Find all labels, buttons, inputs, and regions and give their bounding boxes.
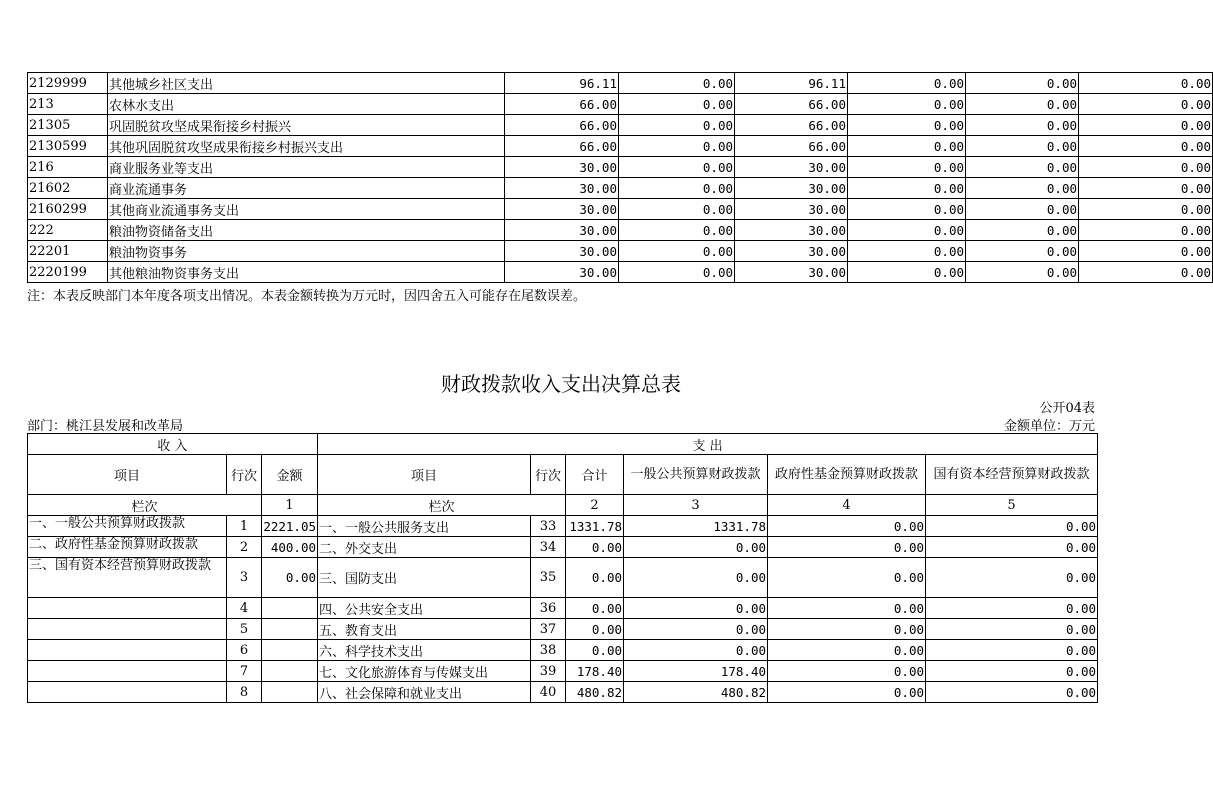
amount-cell: 0.00 [848,94,966,115]
table-row [28,136,1213,157]
expense-total: 0.00 [566,537,624,558]
subject-name: 其他城乡社区支出 [108,73,505,94]
amount-cell: 0.00 [619,73,735,94]
subject-code: 22201 [28,241,108,262]
amount-cell: 0.00 [966,94,1079,115]
income-amount [262,682,318,703]
income-amount [262,640,318,661]
income-amount: 400.00 [262,537,318,558]
expense-state: 0.00 [926,516,1098,537]
expense-row-no: 33 [531,516,566,537]
amount-cell: 0.00 [1079,199,1213,220]
expense-fund: 0.00 [768,619,926,640]
income-row-no: 3 [227,558,262,598]
subject-name: 巩固脱贫攻坚成果衔接乡村振兴 [108,115,505,136]
amount-cell: 30.00 [735,241,848,262]
amount-cell: 0.00 [966,262,1079,283]
income-amount: 2221.05 [262,516,318,537]
amount-cell: 30.00 [505,262,619,283]
expense-item: 八、社会保障和就业支出 [318,682,531,703]
table-row [28,262,1213,283]
amount-cell: 66.00 [735,136,848,157]
income-row-no: 7 [227,661,262,682]
expense-total: 0.00 [566,558,624,598]
amount-cell: 0.00 [619,178,735,199]
amount-cell: 30.00 [505,241,619,262]
income-header: 收 入 [28,434,318,455]
income-item [28,619,227,640]
table-row [28,537,1098,558]
amount-cell: 66.00 [735,115,848,136]
expense-item: 一、一般公共服务支出 [318,516,531,537]
table-row [28,220,1213,241]
amount-cell: 66.00 [505,136,619,157]
amount-cell: 30.00 [505,220,619,241]
subject-code: 213 [28,94,108,115]
expense-total: 0.00 [566,619,624,640]
lanci-3: 3 [624,495,768,516]
col-header-row-no-2: 行次 [531,455,566,495]
income-amount [262,619,318,640]
amount-cell: 0.00 [848,199,966,220]
subject-name: 其他粮油物资事务支出 [108,262,505,283]
table-row [28,199,1213,220]
subject-code: 21602 [28,178,108,199]
expense-row-no: 35 [531,558,566,598]
expense-total: 0.00 [566,640,624,661]
table-row [28,178,1213,199]
amount-cell: 0.00 [619,199,735,220]
expense-total: 0.00 [566,598,624,619]
income-row-no: 8 [227,682,262,703]
subject-code: 2130599 [28,136,108,157]
col-header-amount: 金额 [262,455,318,495]
expense-total: 480.82 [566,682,624,703]
amount-cell: 66.00 [505,115,619,136]
col-header-state: 国有资本经营预算财政拨款 [926,455,1098,495]
amount-cell: 0.00 [1079,262,1213,283]
table-note: 注：本表反映部门本年度各项支出情况。本表金额转换为万元时，因四舍五入可能存在尾数误差。 [27,289,587,304]
table-row [28,241,1213,262]
expense-general: 0.00 [624,537,768,558]
expense-item: 七、文化旅游体育与传媒支出 [318,661,531,682]
income-item: 一、一般公共预算财政拨款 [28,516,227,537]
amount-cell: 0.00 [1079,220,1213,241]
amount-cell: 66.00 [505,94,619,115]
expense-fund: 0.00 [768,640,926,661]
expense-row-no: 39 [531,661,566,682]
expense-row-no: 36 [531,598,566,619]
expense-state: 0.00 [926,640,1098,661]
income-row-no: 4 [227,598,262,619]
expense-header: 支 出 [318,434,1098,455]
amount-cell: 0.00 [966,136,1079,157]
form-number: 公开04表 [1039,401,1095,416]
amount-cell: 0.00 [966,73,1079,94]
income-amount [262,661,318,682]
amount-cell: 30.00 [505,199,619,220]
income-item [28,682,227,703]
table-row [28,598,1098,619]
amount-cell: 0.00 [1079,178,1213,199]
subject-code: 216 [28,157,108,178]
amount-cell: 0.00 [966,157,1079,178]
amount-cell: 0.00 [1079,241,1213,262]
income-item [28,640,227,661]
subject-name: 其他商业流通事务支出 [108,199,505,220]
income-row-no: 6 [227,640,262,661]
expense-fund: 0.00 [768,516,926,537]
expense-fund: 0.00 [768,598,926,619]
col-header-general: 一般公共预算财政拨款 [624,455,768,495]
expense-state: 0.00 [926,537,1098,558]
amount-cell: 0.00 [1079,157,1213,178]
subject-code: 222 [28,220,108,241]
expense-fund: 0.00 [768,558,926,598]
amount-cell: 0.00 [848,73,966,94]
table-row [28,516,1098,537]
income-amount [262,598,318,619]
expense-general: 1331.78 [624,516,768,537]
amount-cell: 0.00 [619,157,735,178]
subject-code: 21305 [28,115,108,136]
expense-state: 0.00 [926,682,1098,703]
unit-label: 金额单位：万元 [1003,419,1095,434]
lanci-label: 栏次 [28,495,262,516]
col-header-item: 项目 [28,455,227,495]
lanci-2: 2 [566,495,624,516]
amount-cell: 0.00 [619,115,735,136]
expense-row-no: 38 [531,640,566,661]
lanci-1: 1 [262,495,318,516]
subject-name: 商业流通事务 [108,178,505,199]
col-header-item-2: 项目 [318,455,531,495]
table-row [28,619,1098,640]
expense-fund: 0.00 [768,661,926,682]
col-header-total: 合计 [566,455,624,495]
amount-cell: 0.00 [1079,136,1213,157]
subject-name: 粮油物资储备支出 [108,220,505,241]
table-row [28,682,1098,703]
expense-item: 三、国防支出 [318,558,531,598]
amount-cell: 30.00 [735,199,848,220]
expense-fund: 0.00 [768,537,926,558]
income-row-no: 5 [227,619,262,640]
amount-cell: 0.00 [619,220,735,241]
amount-cell: 0.00 [1079,73,1213,94]
amount-cell: 0.00 [848,241,966,262]
col-header-fund: 政府性基金预算财政拨款 [768,455,926,495]
table-row [28,558,1098,598]
amount-cell: 0.00 [966,220,1079,241]
amount-cell: 0.00 [1079,94,1213,115]
expense-general: 0.00 [624,598,768,619]
amount-cell: 0.00 [966,115,1079,136]
amount-cell: 0.00 [619,262,735,283]
amount-cell: 0.00 [848,262,966,283]
expense-state: 0.00 [926,558,1098,598]
expense-total: 178.40 [566,661,624,682]
subject-code: 2220199 [28,262,108,283]
amount-cell: 0.00 [848,115,966,136]
table-row [28,94,1213,115]
subject-name: 农林水支出 [108,94,505,115]
income-amount: 0.00 [262,558,318,598]
expense-item: 五、教育支出 [318,619,531,640]
income-item [28,598,227,619]
subject-name: 商业服务业等支出 [108,157,505,178]
amount-cell: 96.11 [735,73,848,94]
expense-general: 0.00 [624,558,768,598]
subject-code: 2160299 [28,199,108,220]
expense-row-no: 37 [531,619,566,640]
table-row [28,73,1213,94]
expense-state: 0.00 [926,598,1098,619]
subject-code: 2129999 [28,73,108,94]
department-label: 部门：桃江县发展和改革局 [27,419,184,434]
amount-cell: 66.00 [735,94,848,115]
expense-fund: 0.00 [768,682,926,703]
lanci-label-2: 栏次 [318,495,566,516]
income-row-no: 2 [227,537,262,558]
expense-state: 0.00 [926,661,1098,682]
amount-cell: 0.00 [619,136,735,157]
expense-row-no: 34 [531,537,566,558]
expense-row-no: 40 [531,682,566,703]
amount-cell: 0.00 [619,94,735,115]
amount-cell: 30.00 [505,157,619,178]
table-row [28,115,1213,136]
amount-cell: 30.00 [735,178,848,199]
amount-cell: 0.00 [966,178,1079,199]
lanci-4: 4 [768,495,926,516]
income-item: 二、政府性基金预算财政拨款 [28,537,227,558]
amount-cell: 0.00 [848,220,966,241]
amount-cell: 0.00 [848,136,966,157]
amount-cell: 0.00 [848,178,966,199]
amount-cell: 30.00 [505,178,619,199]
col-header-row-no: 行次 [227,455,262,495]
lanci-5: 5 [926,495,1098,516]
amount-cell: 30.00 [735,262,848,283]
amount-cell: 96.11 [505,73,619,94]
expense-item: 二、外交支出 [318,537,531,558]
expense-general: 0.00 [624,640,768,661]
table-row [28,640,1098,661]
summary-table [27,433,1098,703]
table-row [28,661,1098,682]
income-item: 三、国有资本经营预算财政拨款 [28,558,227,598]
expense-state: 0.00 [926,619,1098,640]
income-item [28,661,227,682]
expense-item: 六、科学技术支出 [318,640,531,661]
amount-cell: 30.00 [735,220,848,241]
expense-total: 1331.78 [566,516,624,537]
amount-cell: 0.00 [966,199,1079,220]
expense-general: 178.40 [624,661,768,682]
page-title: 财政拨款收入支出决算总表 [441,372,681,396]
expense-general: 480.82 [624,682,768,703]
amount-cell: 0.00 [1079,115,1213,136]
subject-name: 粮油物资事务 [108,241,505,262]
subject-name: 其他巩固脱贫攻坚成果衔接乡村振兴支出 [108,136,505,157]
expenditure-detail-table [27,72,1213,283]
amount-cell: 30.00 [735,157,848,178]
amount-cell: 0.00 [619,241,735,262]
expense-item: 四、公共安全支出 [318,598,531,619]
amount-cell: 0.00 [966,241,1079,262]
amount-cell: 0.00 [848,157,966,178]
table-row [28,157,1213,178]
expense-general: 0.00 [624,619,768,640]
income-row-no: 1 [227,516,262,537]
